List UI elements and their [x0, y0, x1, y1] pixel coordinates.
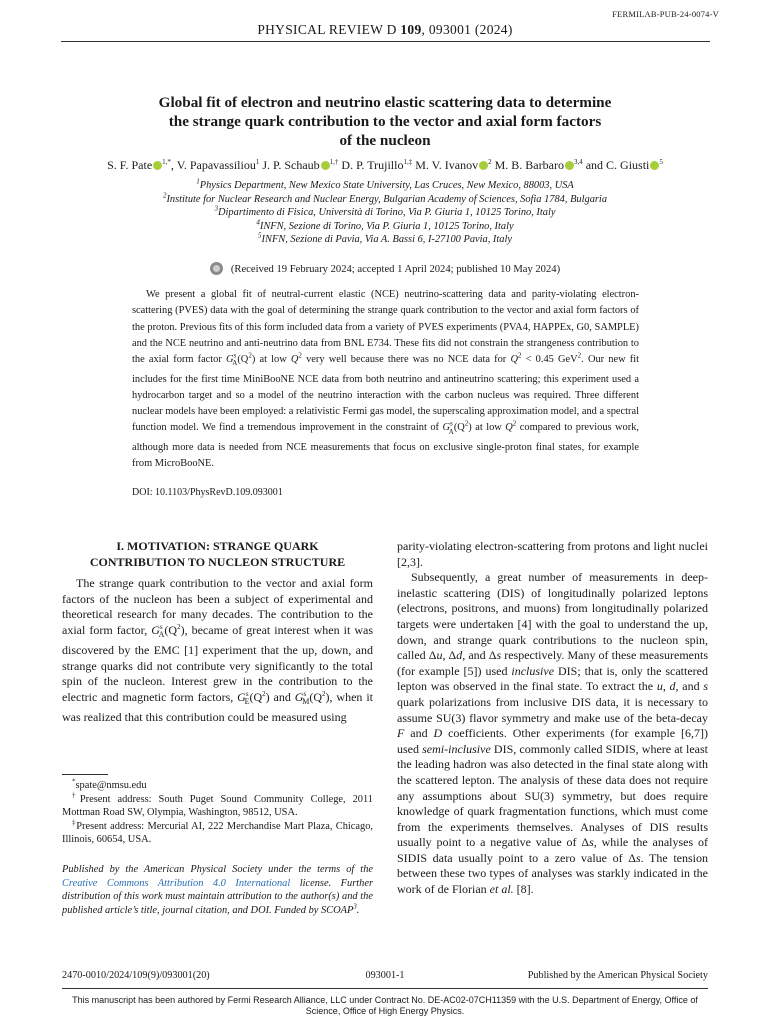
abstract — [132, 287, 639, 472]
author-affiliation-mark: 3,4 — [573, 158, 583, 166]
abstract-text: . Our new fit includes for the first time MiniBooNE NCE data from both neutrino and antineutrino scattering; this experiment used a hydrocarbon target and so a model of the neutrino interaction with the carbon nucleus was required. Three different nuclear models have been employed: a relativistic Fermi gas model, the superscaling approximation model, and a spectral function model. We find a tremendous improvement in the constraint of — [132, 354, 640, 434]
emphasis: semi-inclusive — [422, 741, 491, 756]
abstract-text: at low — [255, 354, 291, 366]
sub: A — [158, 630, 165, 640]
sup: s — [245, 689, 249, 698]
footnote-text: Present address: South Puget Sound Community College, 2011 Mottman Road SW, Olympia, Washington, 98512, USA. — [62, 793, 373, 819]
text: , — [662, 679, 670, 694]
title-line: Global fit of electron and neutrino elastic scattering data to determine — [158, 94, 612, 111]
sup: 2 — [322, 689, 326, 698]
report-number: FERMILAB-PUB-24-0074-V — [612, 9, 719, 19]
affiliation — [60, 206, 710, 220]
symbol: u — [436, 648, 443, 663]
footnote-divider — [62, 774, 108, 775]
footnote-mark: * — [72, 777, 76, 786]
abstract-text: ) — [468, 422, 472, 434]
doi-link[interactable]: DOI: 10.1103/PhysRevD.109.093001 — [132, 487, 283, 498]
license-link[interactable]: Creative Commons Attribution 4.0 International — [62, 877, 291, 889]
footnote — [62, 820, 373, 847]
abstract-sup: 2 — [512, 419, 517, 428]
footer-divider — [62, 988, 708, 989]
footnote-text: Present address: Mercurial AI, 222 Merchandise Mart Plaza, Chicago, Illinois, 60654, USA. — [62, 820, 374, 846]
text: Subsequently, a great number of measurements in deep-inelastic scattering (DIS) of longitudinally polarized leptons (electrons, positrons, and muons) from longitudinally polarized targets were undertaken [4] with the goal to understand the up, down, and strange quark contributions to the nucleon spin, called Δ — [397, 570, 708, 663]
abstract-sub: A — [232, 359, 238, 368]
affiliation-number: 4 — [256, 218, 260, 227]
text: DIS, commonly called SIDIS, where at least the leading hadron was also detected in the final state along with the scattered lepton. The analysis of these data does not require any assumptions about SU(3) symmetry, but does require knowledge of quark fragmentation functions, which must come from the experiments themselves. Analyses of DIS results usually point to a negative value of Δ — [397, 741, 709, 850]
header-divider — [61, 41, 710, 42]
symbol: s — [703, 679, 709, 694]
abstract-text: very well because there was no NCE data for — [301, 354, 511, 366]
author-name[interactable]: S. F. Pate — [107, 158, 153, 172]
abstract-sup: 2 — [577, 351, 582, 360]
abstract-sub: A — [448, 427, 454, 436]
abstract-text: (Q — [237, 354, 249, 366]
symbol: D — [433, 726, 443, 741]
affiliation-text: INFN, Sezione di Pavia, Via A. Bassi 6, I-27100 Pavia, Italy — [261, 234, 512, 246]
text: ) — [325, 689, 330, 704]
sup: 2 — [262, 689, 266, 698]
crossmark-icon[interactable] — [210, 262, 223, 275]
author-affiliation-mark: 2 — [488, 158, 492, 166]
paragraph — [397, 570, 708, 897]
text: , and Δ — [462, 648, 497, 663]
affiliation — [60, 179, 710, 193]
journal-article: , 093001 (2024) — [421, 22, 513, 37]
affiliation-number: 1 — [196, 177, 200, 186]
text: coefficients. Other experiments (for example [6,7]) used — [397, 726, 708, 756]
author-name[interactable]: D. P. Trujillo — [341, 158, 404, 172]
abstract-text: We present a global fit of neutral-current elastic (NCE) neutrino-scattering data and parity-violating electron-scattering (PVES) data with the goal of determining the strange quark contribution to the vector and axial form factors of the proton. Previous fits of this form included data from a variety of PVES experiments (PVA4, HAPPEx, G0, SAMPLE) and the NCE neutrino and anti-neutrino data from BNL E734. These fits did not constrain the strangeness contribution to the axial form factor — [132, 289, 639, 366]
abstract-symbol: G — [226, 354, 234, 366]
text: ) — [265, 689, 270, 704]
abstract-sup: 2 — [517, 351, 522, 360]
text: (Q — [164, 622, 178, 637]
journal-volume: 109 — [400, 22, 422, 37]
symbol: s — [635, 850, 641, 865]
journal-name: PHYSICAL REVIEW D — [257, 22, 397, 37]
affiliation-list — [60, 179, 710, 247]
orcid-icon[interactable] — [321, 161, 330, 170]
author-name[interactable]: V. Papavassiliou — [176, 158, 256, 172]
emphasis: inclusive — [511, 663, 555, 678]
license-text: license. Further distribution of this work must maintain attribution to the author(s) and the published article’s title, journal citation, and DOI. Funded by SCOAP — [62, 877, 373, 916]
author-affiliation-mark: 1,* — [162, 158, 171, 166]
symbol: d — [456, 648, 463, 663]
abstract-text: < 0.45 GeV — [521, 354, 578, 366]
footnote-mark: ‡ — [72, 818, 77, 827]
affiliation — [60, 220, 710, 234]
text: respectively. Many of these measurements (for example [5]) used — [397, 648, 708, 678]
affiliation — [60, 193, 710, 207]
author-name[interactable]: C. Giusti — [606, 158, 650, 172]
symbol: s — [589, 835, 594, 850]
abstract-sup: s — [233, 351, 237, 360]
emphasis: et al. — [489, 882, 514, 897]
affiliation-number: 2 — [162, 191, 167, 200]
section-heading-line: I. MOTIVATION: STRANGE QUARK — [116, 539, 319, 553]
text: (Q — [249, 689, 263, 704]
symbol: G — [237, 689, 246, 704]
sup: s — [159, 622, 163, 631]
abstract-symbol: Q — [505, 422, 513, 434]
footnote-email[interactable]: spate@nmsu.edu — [75, 780, 147, 791]
abstract-sup: 2 — [248, 351, 252, 360]
text: , became of great interest when it was discovered by the EMC [1] experiment that the up, down, and strange quarks did not contribute very significantly to the total spin of the nucleon. Interest grew in the contribution to the electric and magnetic form factors, — [62, 622, 373, 704]
abstract-symbol: G — [442, 422, 451, 434]
footer-issn: 2470-0010/2024/109(9)/093001(20) — [62, 970, 210, 981]
text: , while the analyses of SIDIS data usually point to a zero value of Δ — [397, 835, 708, 865]
orcid-icon[interactable] — [479, 161, 488, 170]
symbol: d — [669, 679, 676, 694]
license-notice — [62, 863, 373, 917]
received-dates — [0, 262, 770, 275]
abstract-text: ) — [251, 354, 256, 366]
affiliation-number: 3 — [214, 204, 219, 213]
author-separator: and — [582, 158, 607, 172]
abstract-sup: 2 — [464, 419, 469, 428]
abstract-sup: s — [450, 419, 453, 428]
sub: E — [244, 697, 250, 707]
text: DIS; that is, only the scattered lepton was observed in the final state. To extract the — [397, 663, 708, 694]
sup: 2 — [177, 622, 181, 631]
affiliation — [60, 233, 710, 247]
affiliation-number: 5 — [258, 231, 262, 240]
orcid-icon[interactable] — [153, 161, 162, 170]
text: . The tension between these two types of analyses was starkly indicated in the work of de Florian — [397, 850, 708, 897]
text: , and — [675, 679, 704, 694]
author-affiliation-mark: 1,† — [329, 158, 339, 166]
funding-note: This manuscript has been authored by Fermi Research Alliance, LLC under Contract No. DE-AC02-07CH11359 with the U.S. Department of Energy, Office of Science, Office of High Energy Physics. — [72, 995, 698, 1017]
abstract-text: compared to previous work, although more data is needed from NCE measurements that focus on exclusive single-proton final states, for example from MicroBooNE. — [132, 422, 639, 470]
text: , when it was realized that this contribution could be measured using — [62, 689, 373, 724]
footnotes — [62, 779, 373, 847]
text: quark polarizations from inclusive DIS data, it is necessary to assume SU(3) flavor symmetry and make use of the beta-decay — [397, 694, 708, 725]
paragraph: parity-violating electron-scattering from protons and light nuclei [2,3]. — [397, 539, 708, 569]
footer-page-number: 093001-1 — [365, 970, 405, 981]
affiliation-text: Dipartimento di Fisica, Università di Torino, Via P. Giuria 1, 10125 Torino, Italy — [218, 207, 556, 219]
symbol: G — [151, 622, 160, 637]
author-list — [40, 158, 730, 173]
abstract-text: (Q — [453, 422, 465, 434]
abstract-symbol: Q — [510, 354, 518, 366]
text: , Δ — [442, 648, 457, 663]
section-heading — [62, 539, 373, 570]
orcid-icon[interactable] — [565, 161, 574, 170]
author-affiliation-mark: 1 — [255, 158, 260, 166]
received-text: (Received 19 February 2024; accepted 1 April 2024; published 10 May 2024) — [230, 264, 561, 275]
right-column — [397, 539, 708, 898]
author-separator: , — [170, 158, 177, 172]
symbol: u — [656, 679, 663, 694]
abstract-symbol: Q — [290, 354, 299, 366]
text: ) — [180, 622, 185, 637]
footnote — [62, 793, 373, 820]
text: The strange quark contribution to the vector and axial form factors of the nucleon has been a subject of experimental and theoretical research for many decades. The contribution to the axial form factor, — [62, 576, 373, 637]
symbol: F — [397, 726, 405, 741]
license-text: Published by the American Physical Society under the terms of the — [62, 864, 373, 875]
symbol: s — [496, 648, 502, 663]
section-heading-line: CONTRIBUTION TO NUCLEON STRUCTURE — [89, 554, 346, 569]
affiliation-text: INFN, Sezione di Torino, Via P. Giuria 1, 10125 Torino, Italy — [259, 220, 514, 232]
footnote — [62, 779, 373, 793]
left-column — [62, 539, 373, 725]
license-text: . — [356, 904, 360, 916]
paragraph — [62, 576, 373, 725]
title-line: of the nucleon — [339, 132, 431, 149]
affiliation-text: Institute for Nuclear Research and Nuclear Energy, Bulgarian Academy of Sciences, Sofia 1784, Bulgaria — [166, 193, 608, 205]
symbol: G — [294, 689, 304, 704]
abstract-text: at low — [471, 422, 506, 434]
abstract-sup: 2 — [298, 351, 302, 360]
paper-title — [110, 93, 660, 150]
text: [8]. — [513, 882, 534, 897]
license-sup: 3 — [353, 902, 357, 911]
text: and — [404, 726, 434, 741]
author-name[interactable]: J. P. Schaub — [262, 158, 320, 172]
author-name[interactable]: M. B. Barbaro — [494, 158, 564, 172]
text: and — [269, 689, 295, 704]
title-line: the strange quark contribution to the vector and axial form factors — [168, 113, 602, 130]
sup: s — [303, 689, 307, 698]
affiliation-text: Physics Department, New Mexico State University, Las Cruces, New Mexico, 88003, USA — [199, 180, 574, 191]
text: (Q — [309, 689, 322, 704]
author-name[interactable]: M. V. Ivanov — [415, 158, 479, 172]
sub: M — [302, 697, 310, 707]
author-affiliation-mark: 5 — [659, 158, 663, 166]
author-affiliation-mark: 1,‡ — [403, 158, 413, 166]
footnote-mark: † — [72, 791, 80, 800]
journal-header — [0, 22, 770, 38]
footer-publisher: Published by the American Physical Society — [527, 970, 708, 981]
